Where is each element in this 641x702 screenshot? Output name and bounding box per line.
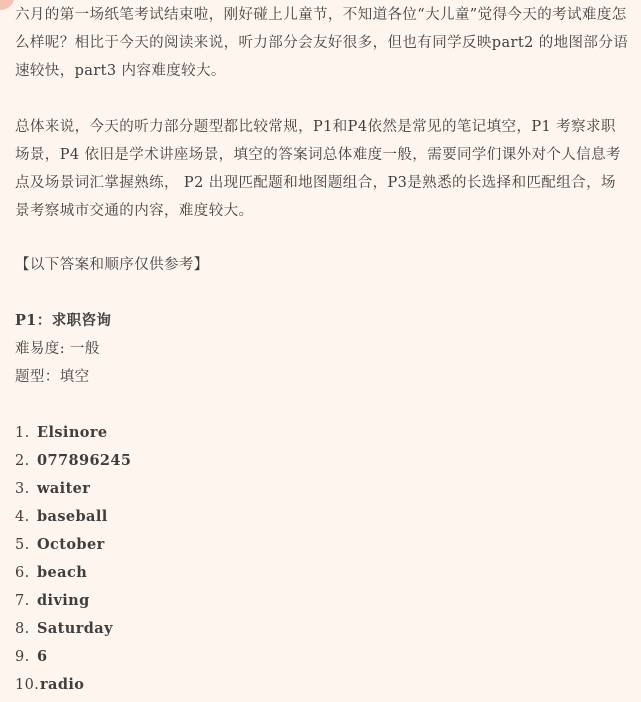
- answer-number: 10.: [15, 677, 40, 693]
- answer-number: 9.: [15, 649, 30, 665]
- question-type-label: 题型：填空: [15, 369, 90, 385]
- answer-number: 6.: [15, 565, 30, 581]
- answer-text: waiter: [37, 480, 91, 497]
- answer-text: Elsinore: [37, 424, 108, 441]
- answer-text: October: [37, 536, 105, 553]
- difficulty-label: 难易度: 一般: [15, 341, 100, 357]
- answer-item: [15, 559, 87, 587]
- answer-number: 2.: [15, 453, 30, 469]
- reference-note: 【以下答案和顺序仅供参考】: [15, 257, 209, 273]
- answer-number: 7.: [15, 593, 30, 609]
- answer-text: 6: [37, 648, 48, 665]
- answer-text: diving: [37, 592, 90, 609]
- answer-text: radio: [40, 676, 85, 693]
- summary-paragraph: 总体来说，今天的听力部分题型都比较常规，P1和P4依然是常见的笔记填空，P1 考察求职场景，P4 依旧是学术讲座场景，填空的答案词总体难度一般，需要同学们课外对个人信息考点及场景词汇掌握熟练， P2 出现匹配题和地图题组合，P3是熟悉的长选择和匹配组合，场景考察城市交通的内容，难度较大。: [15, 119, 621, 219]
- answer-number: 1.: [15, 425, 30, 441]
- section-heading: P1：求职咨询: [15, 312, 112, 329]
- answer-number: 8.: [15, 621, 30, 637]
- answer-item: [15, 447, 131, 475]
- answer-text: Saturday: [37, 620, 113, 637]
- answer-item: [15, 587, 90, 615]
- answer-item: [15, 671, 84, 699]
- answer-item: [15, 475, 90, 503]
- answer-item: [15, 615, 113, 643]
- answer-item: [15, 503, 108, 531]
- corner-decoration: [0, 0, 14, 10]
- answer-item: [15, 531, 105, 559]
- answer-text: baseball: [37, 508, 108, 525]
- answer-number: 4.: [15, 509, 30, 525]
- answer-number: 5.: [15, 537, 30, 553]
- intro-paragraph: 六月的第一场纸笔考试结束啦，刚好碰上儿童节，不知道各位“大儿童”觉得今天的考试难度怎么样呢？相比于今天的阅读来说，听力部分会友好很多，但也有同学反映part2 的地图部分语速较快，part3 内容难度较大。: [15, 7, 629, 79]
- answer-item: [15, 419, 108, 447]
- answer-number: 3.: [15, 481, 30, 497]
- answer-text: beach: [37, 564, 88, 581]
- answer-item: [15, 643, 48, 671]
- answer-text: 077896245: [37, 452, 132, 469]
